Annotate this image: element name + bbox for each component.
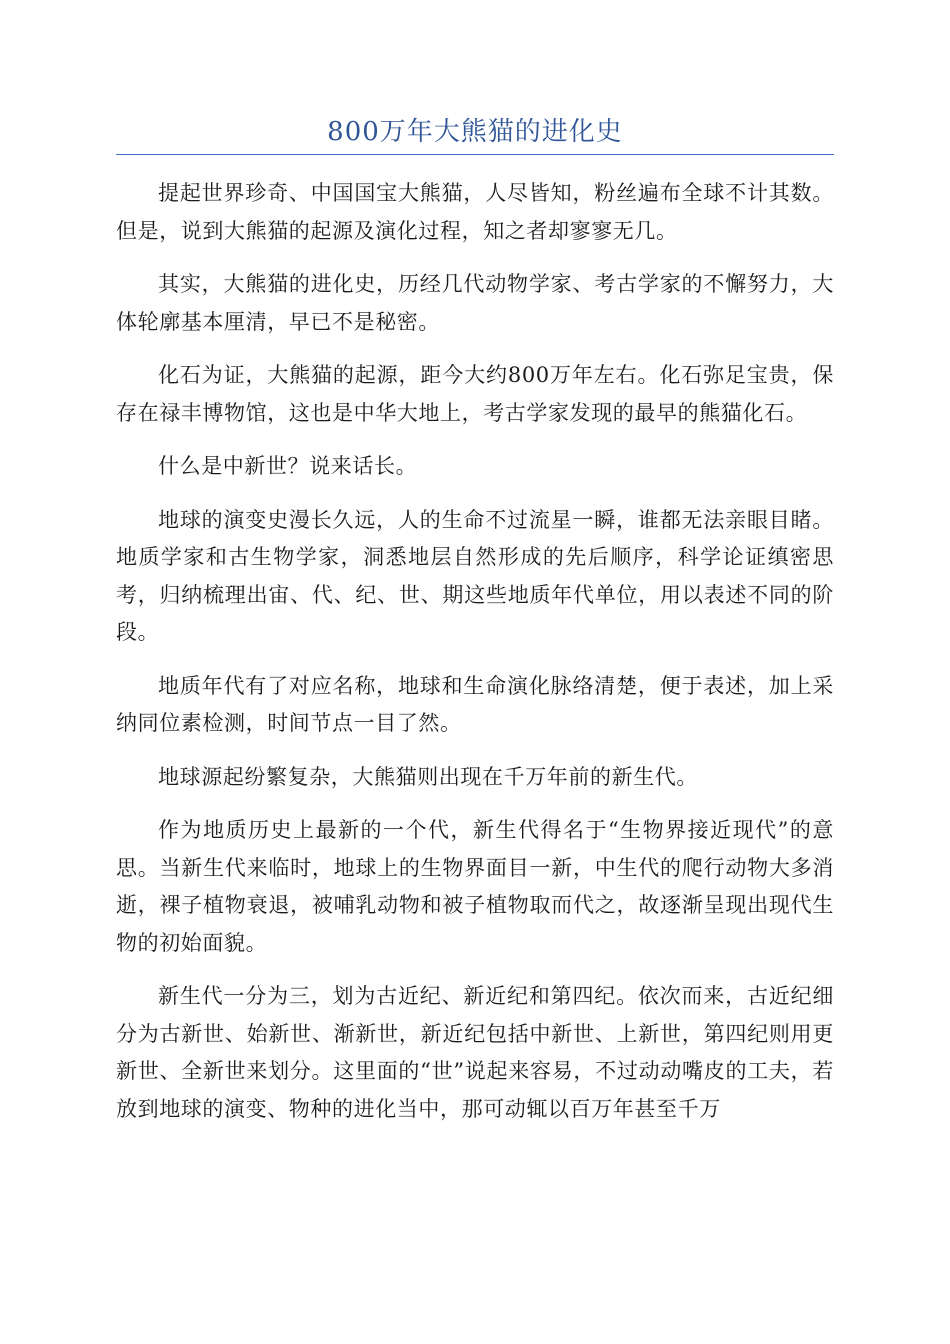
- document-body: [116, 175, 834, 1144]
- paragraph-5: 地球的演变史漫长久远，人的生命不过流星一瞬，谁都无法亲眼目睹。地质学家和古生物学家，洞悉地层自然形成的先后顺序，科学论证缜密思考，归纳梳理出宙、代、纪、世、期这些地质年代单位，用以表述不同的阶段。: [116, 507, 834, 644]
- paragraph-3: 化石为证，大熊猫的起源，距今大约800万年左右。化石弥足宝贵，保存在禄丰博物馆，这也是中华大地上，考古学家发现的最早的熊猫化石。: [116, 363, 834, 425]
- title-underline: [116, 154, 834, 155]
- paragraph-8: 作为地质历史上最新的一个代，新生代得名于“生物界接近现代”的意思。当新生代来临时，地球上的生物界面目一新，中生代的爬行动物大多消逝，裸子植物衰退，被哺乳动物和被子植物取而代之，故逐渐呈现出现代生物的初始面貌。: [116, 818, 834, 955]
- paragraph-6: 地质年代有了对应名称，地球和生命演化脉络清楚，便于表述，加上采纳同位素检测，时间节点一目了然。: [116, 673, 834, 735]
- paragraph-9: 新生代一分为三，划为古近纪、新近纪和第四纪。依次而来，古近纪细分为古新世、始新世、渐新世，新近纪包括中新世、上新世，第四纪则用更新世、全新世来划分。这里面的“世”说起来容易，不过动动嘴皮的工夫，若放到地球的演变、物种的进化当中，那可动辄以百万年甚至千万: [116, 984, 834, 1121]
- paragraph-4: 什么是中新世？说来话长。: [158, 454, 418, 478]
- document-title: 800万年大熊猫的进化史: [327, 117, 623, 147]
- paragraph-1: 提起世界珍奇、中国国宝大熊猫，人尽皆知，粉丝遍布全球不计其数。但是，说到大熊猫的起源及演化过程，知之者却寥寥无几。: [116, 181, 834, 243]
- paragraph-7: 地球源起纷繁复杂，大熊猫则出现在千万年前的新生代。: [158, 764, 698, 789]
- paragraph-2: 其实，大熊猫的进化史，历经几代动物学家、考古学家的不懈努力，大体轮廓基本厘清，早已不是秘密。: [116, 272, 834, 334]
